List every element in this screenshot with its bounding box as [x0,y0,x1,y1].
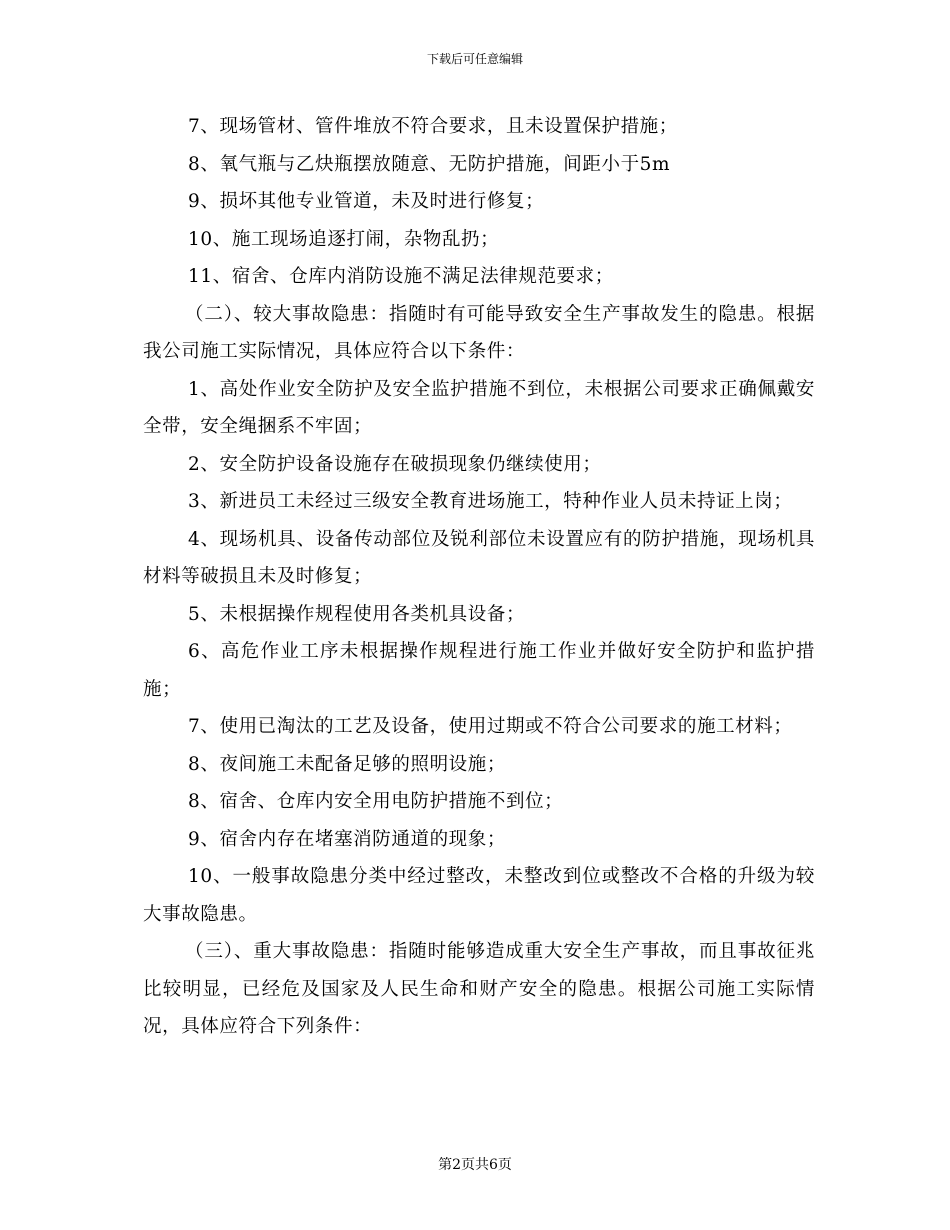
page-number: 第2页共6页 [438,1157,512,1173]
section-heading-critical-hazards: （三）、重大事故隐患：指随时能够造成重大安全生产事故，而且事故征兆比较明显，已经危及国家及人民生命和财产安全的隐患。根据公司施工实际情况，具体应符合下列条件： [143,941,815,1037]
paragraph-item-9-blocked-exits: 9、宿舍内存在堵塞消防通道的现象； [188,828,506,850]
paragraph-item-3-safety-education: 3、新进员工未经过三级安全教育进场施工，特种作业人员未持证上岗； [188,491,793,512]
paragraph-item-7-obsolete-processes: 7、使用已淘汰的工艺及设备，使用过期或不符合公司要求的施工材料； [188,716,793,737]
page-header: 下载后可任意编辑 [426,52,523,66]
paragraph-item-8-gas-cylinders: 8、氧气瓶与乙炔瓶摆放随意、无防护措施，间距小于5m [188,153,671,175]
paragraph-item-11-fire-facilities: 11、宿舍、仓库内消防设施不满足法律规范要求； [188,266,614,287]
paragraph-item-8-night-lighting: 8、夜间施工未配备足够的照明设施； [188,753,506,775]
paragraph-item-4-machine-guards: 4、现场机具、设备传动部位及锐利部位未设置应有的防护措施，现场机具材料等破损且未及时修复； [143,528,815,587]
paragraph-item-10-escalation: 10、一般事故隐患分类中经过整改，未整改到位或整改不合格的升级为较大事故隐患。 [143,866,815,925]
paragraph-item-7-pipe-storage: 7、现场管材、管件堆放不符合要求，且未设置保护措施； [188,116,678,137]
paragraph-item-1-height-work: 1、高处作业安全防护及安全监护措施不到位，未根据公司要求正确佩戴安全带，安全绳捆系不牢固； [143,378,815,437]
paragraph-item-8-electrical-safety: 8、宿舍、仓库内安全用电防护措施不到位； [188,791,564,812]
paragraph-item-5-operating-rules: 5、未根据操作规程使用各类机具设备； [188,603,526,625]
paragraph-item-9-pipe-damage: 9、损坏其他专业管道，未及时进行修复； [188,191,545,212]
paragraph-item-6-high-risk-work: 6、高危作业工序未根据操作规程进行施工作业并做好安全防护和监护措施； [143,641,815,700]
document-body [143,108,815,1046]
section-heading-major-hazards: （二）、较大事故隐患：指随时有可能导致安全生产事故发生的隐患。根据我公司施工实际情况，具体应符合以下条件： [143,303,815,362]
paragraph-item-2-damaged-equipment: 2、安全防护设备设施存在破损现象仍继续使用； [188,453,602,475]
paragraph-item-10-horseplay: 10、施工现场追逐打闹，杂物乱扔； [188,228,500,250]
